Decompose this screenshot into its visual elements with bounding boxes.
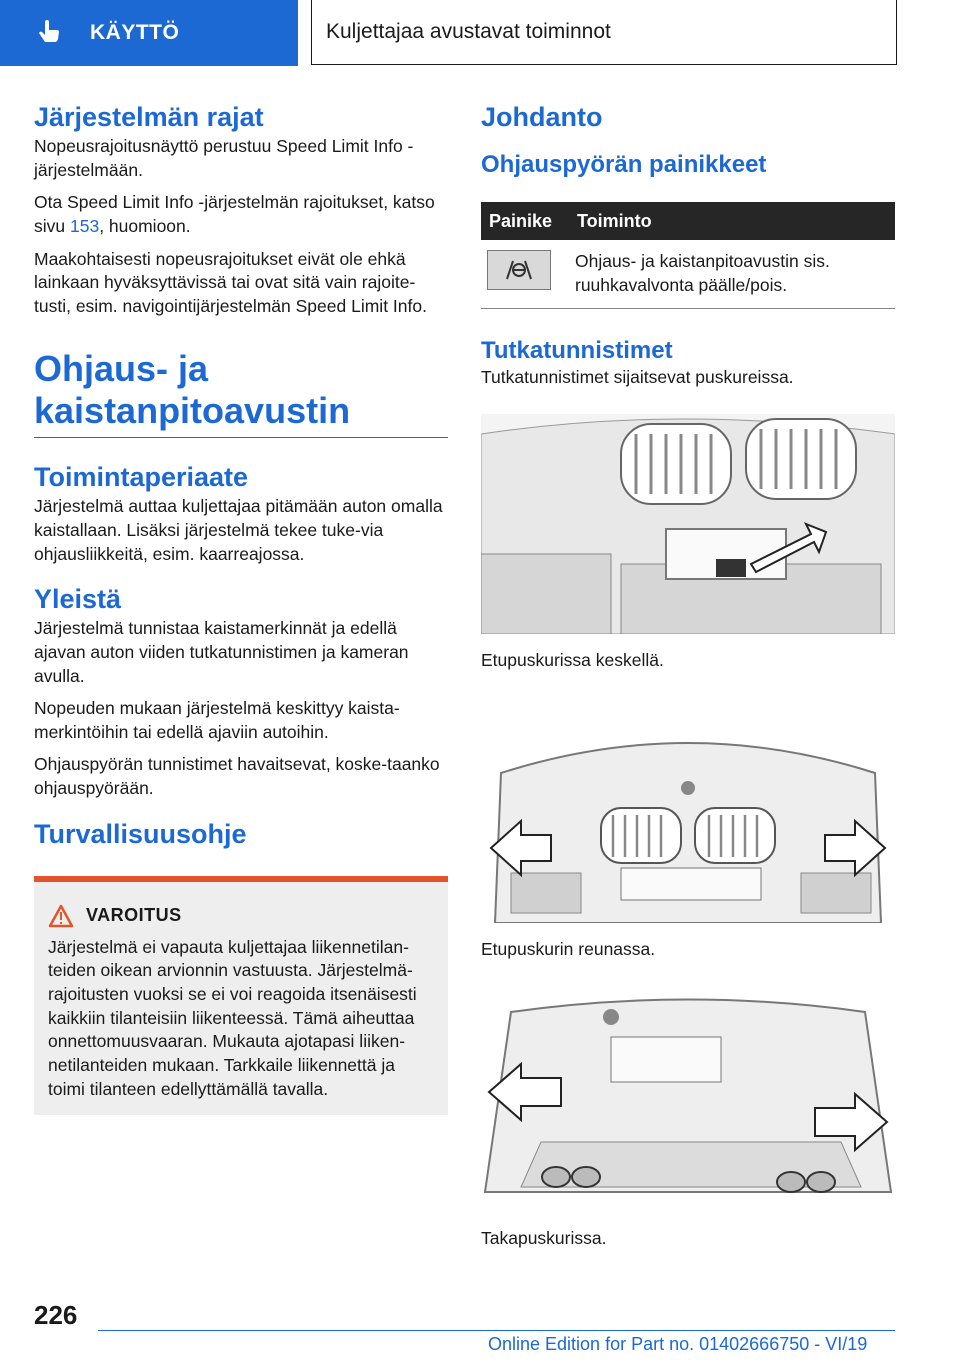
table-header-function: Toiminto [569, 202, 895, 240]
paragraph: Ohjauspyörän tunnistimet havaitsevat, koske-taanko ohjauspyörään. [34, 754, 440, 799]
main-heading [34, 348, 448, 438]
left-column [34, 100, 448, 1115]
paragraph: Nopeusrajoitusnäyttö perustuu Speed Limit Info -järjestelmään. [34, 136, 414, 180]
caption-front-edges: Etupuskurin reunassa. [481, 938, 656, 959]
warning-triangle-icon [48, 904, 74, 928]
paragraph: Järjestelmä tunnistaa kaistamerkinnät ja edellä ajavan auton viiden tutkatunnistimen ja kameran avulla. [34, 618, 409, 686]
heading-safety: Turvallisuusohje [34, 818, 247, 849]
rear-bumper-illustration [481, 992, 895, 1212]
chapter-tab[interactable] [0, 0, 298, 66]
paragraph: Tutkatunnistimet sijaitsevat puskureissa. [481, 366, 794, 387]
paragraph-with-link: Ota Speed Limit Info -järjestelmän rajoitukset, katso sivu 153, huomioon. [34, 192, 435, 236]
heading-principle: Toimintaperiaate [34, 462, 249, 493]
section-header [311, 0, 897, 65]
main-heading-line-1: Ohjaus- ja [34, 348, 209, 390]
table-row [481, 240, 895, 308]
caption-rear: Takapuskurissa. [481, 1227, 607, 1248]
heading-steering-wheel-buttons: Ohjauspyörän painikkeet [481, 151, 767, 179]
paragraph: Järjestelmä auttaa kuljettajaa pitämään auton omalla kaistallaan. Lisäksi järjestelmä tekee tuke-via ohjausliikkeitä, esim. kaarreajossa. [34, 496, 443, 564]
table-cell-function: Ohjaus- ja kaistanpitoavustin sis. ruuhkavalvonta päälle/pois. [569, 240, 895, 308]
lane-assist-button-icon [487, 250, 551, 290]
right-column [481, 100, 895, 1264]
paragraph: Maakohtaisesti nopeusrajoitukset eivät ole ehkä lainkaan hyväksyttävissä tai ovat sitä vain rajoite-tusti, esim. navigointijärjestelmän Speed Limit Info. [34, 248, 427, 316]
chapter-tab-label: KÄYTTÖ [90, 21, 180, 44]
table-header-button: Painike [481, 202, 569, 240]
warning-header [48, 904, 434, 928]
page-number: 226 [34, 1300, 78, 1330]
button-table [481, 202, 895, 308]
hand-pointer-icon [34, 18, 64, 48]
warning-box [34, 876, 448, 1115]
caption-front-center: Etupuskurissa keskellä. [481, 650, 664, 671]
warning-text: Järjestelmä ei vapauta kuljettajaa liikennetilan-teiden oikean arvionnin vastuusta. Järjestelmä-rajoitusten vuoksi se ei voi reagoida itsenäisesti kaikkiin tilanteisiin liikenteessä. Tämä aiheuttaa onnettomuusvaaran. Mukauta ajotapasi liiken-netilanteiden mukaan. Tarkkaile liikennettä ja toimi tilanteen edellyttämällä tavalla. [48, 936, 417, 1099]
heading-system-limits: Järjestelmän rajat [34, 102, 264, 132]
heading-general: Yleistä [34, 584, 122, 615]
paragraph: Nopeuden mukaan järjestelmä keskittyy kaista-merkintöihin tai edellä ajaviin autoihin. [34, 698, 400, 742]
heading-introduction: Johdanto [481, 102, 603, 132]
front-bumper-edges-illustration [481, 703, 895, 923]
front-bumper-center-illustration [481, 414, 895, 634]
main-heading-line-2: kaistanpitoavustin [34, 389, 351, 431]
warning-title: VAROITUS [86, 905, 182, 926]
footer-rule [98, 1330, 895, 1331]
page-link[interactable]: 153 [69, 215, 100, 236]
heading-radar-sensors: Tutkatunnistimet [481, 336, 673, 364]
footer-edition: Online Edition for Part no. 01402666750 - VI/19 [488, 1334, 868, 1354]
section-title: Kuljettajaa avustavat toiminnot [326, 20, 611, 43]
